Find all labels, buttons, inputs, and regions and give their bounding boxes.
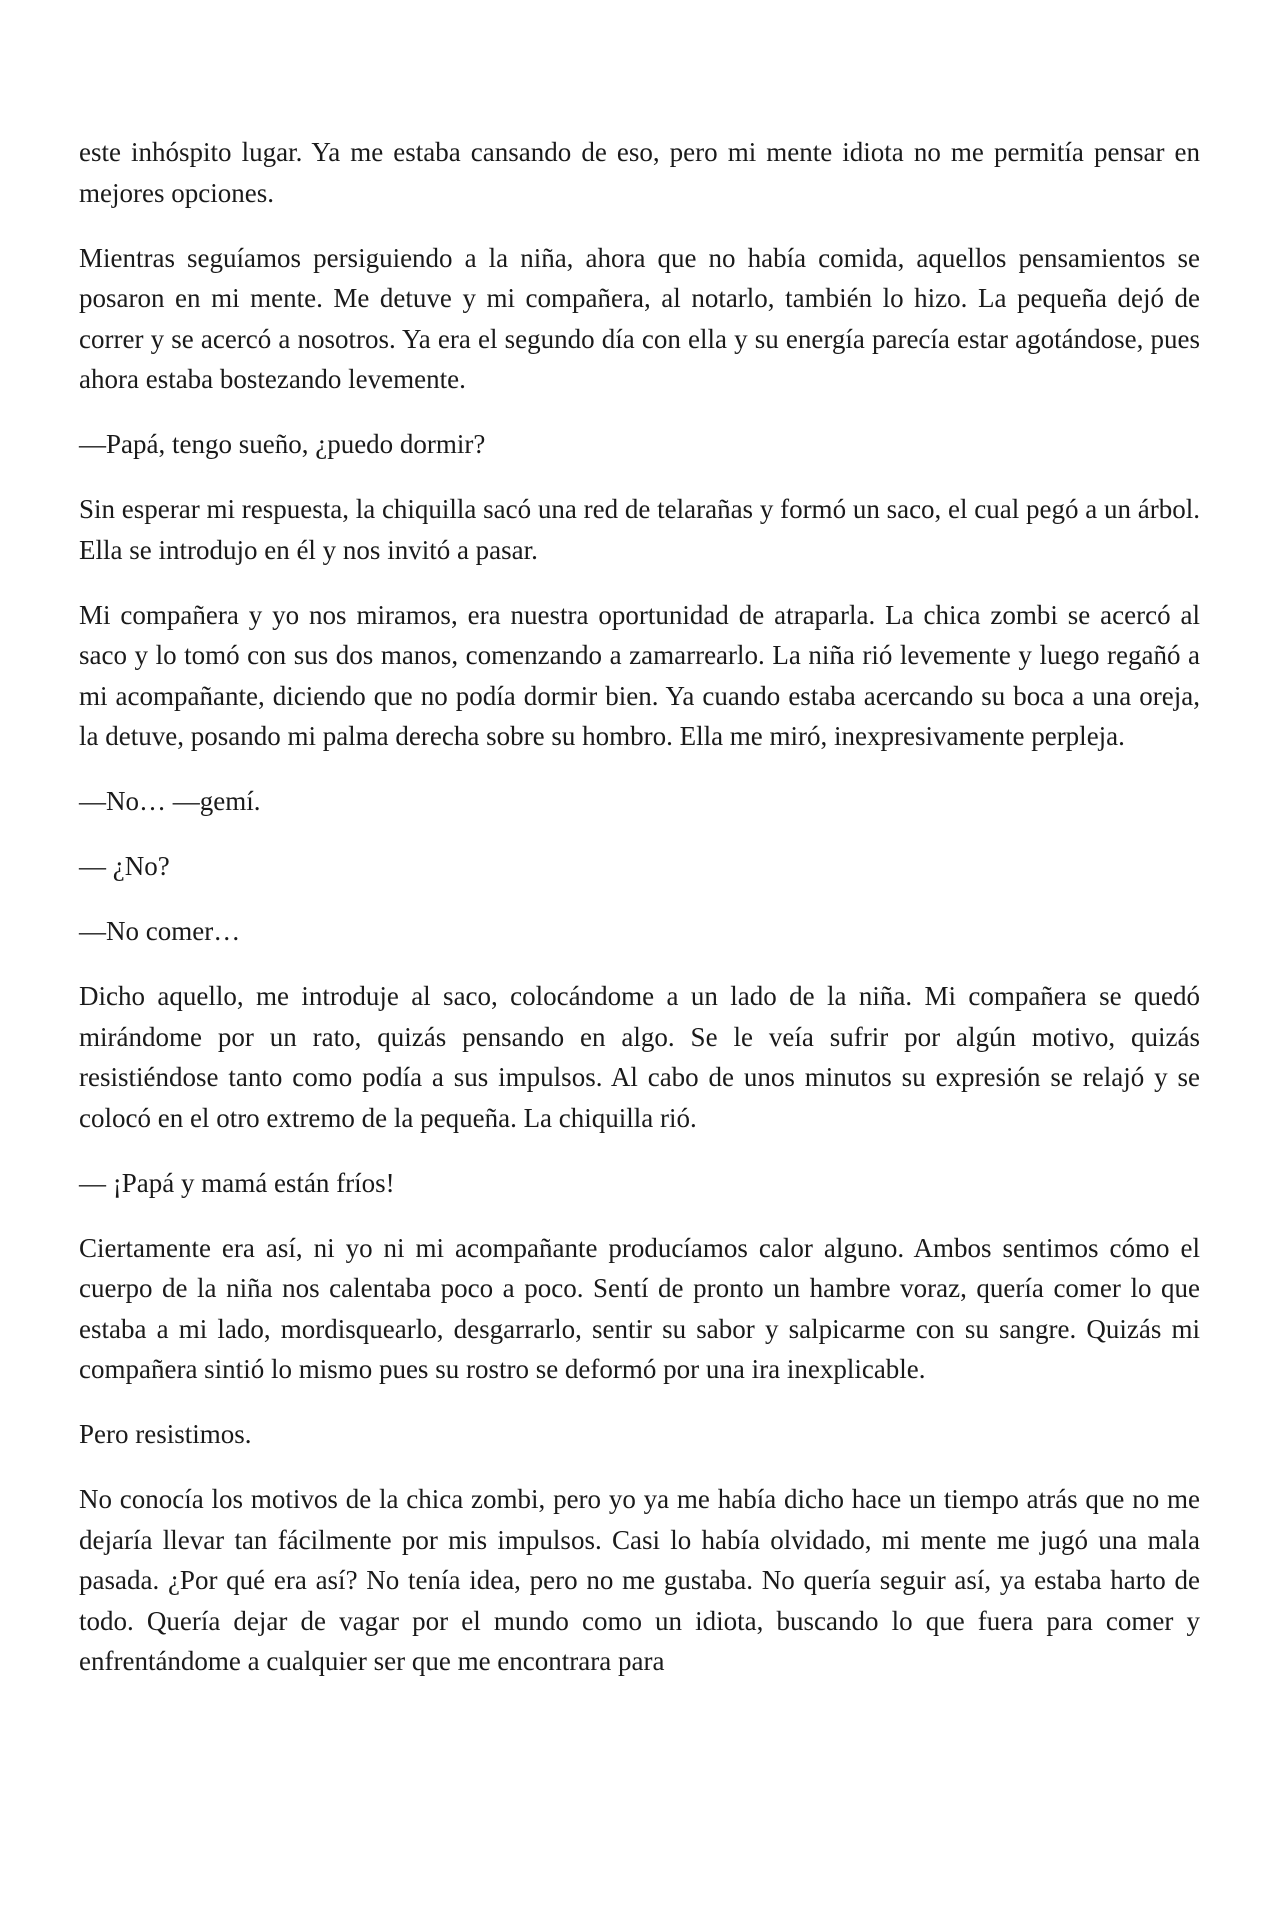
paragraph-10: — ¡Papá y mamá están fríos! — [79, 1167, 395, 1198]
paragraph-12: Pero resistimos. — [79, 1419, 252, 1449]
paragraph-7: — ¿No? — [79, 851, 170, 881]
paragraph-5: Mi compañera y yo nos miramos, era nuestra oportunidad de atraparla. La chica zombi se acercó al saco y lo tomó con sus dos manos, comenzando a zamarrearlo. La niña rió levemente y luego regañó a mi acompañante, diciendo que no podía dormir bien. Ya cuando estaba acercando su boca a una oreja, la detuve, posando mi palma derecha sobre su hombro. Ella me miró, inexpresivamente perpleja. — [79, 599, 1200, 751]
paragraph-11: Ciertamente era así, ni yo ni mi acompañante producíamos calor alguno. Ambos sentimos cómo el cuerpo de la niña nos calentaba poco a poco. Sentí de pronto un hambre voraz, quería comer lo que estaba a mi lado, mordisquearlo, desgarrarlo, sentir su sabor y salpicarme con su sangre. Quizás mi compañera sintió lo mismo pues su rostro se deformó por una ira inexplicable. — [79, 1232, 1200, 1384]
paragraph-1: este inhóspito lugar. Ya me estaba cansando de eso, pero mi mente idiota no me permitía pensar en mejores opciones. — [79, 137, 1200, 208]
paragraph-9: Dicho aquello, me introduje al saco, colocándome a un lado de la niña. Mi compañera se quedó mirándome por un rato, quizás pensando en algo. Se le veía sufrir por algún motivo, quizás resistiéndose tanto como podía a sus impulsos. Al cabo de unos minutos su expresión se relajó y se colocó en el otro extremo de la pequeña. La chiquilla rió. — [79, 981, 1200, 1133]
paragraph-2: Mientras seguíamos persiguiendo a la niña, ahora que no había comida, aquellos pensamientos se posaron en mi mente. Me detuve y mi compañera, al notarlo, también lo hizo. La pequeña dejó de correr y se acercó a nosotros. Ya era el segundo día con ella y su energía parecía estar agotándose, pues ahora estaba bostezando levemente. — [79, 242, 1200, 394]
paragraph-8: —No comer… — [79, 916, 241, 946]
paragraph-4: Sin esperar mi respuesta, la chiquilla sacó una red de telarañas y formó un saco, el cual pegó a un árbol. Ella se introdujo en él y nos invitó a pasar. — [79, 494, 1200, 565]
paragraph-3: —Papá, tengo sueño, ¿puedo dormir? — [79, 429, 486, 459]
paragraph-6: —No… —gemí. — [79, 786, 261, 816]
document-page — [79, 132, 1200, 1682]
paragraph-13: No conocía los motivos de la chica zombi, pero yo ya me había dicho hace un tiempo atrás que no me dejaría llevar tan fácilmente por mis impulsos. Casi lo había olvidado, mi mente me jugó una mala pasada. ¿Por qué era así? No tenía idea, pero no me gustaba. No quería seguir así, ya estaba harto de todo. Quería dejar de vagar por el mundo como un idiota, buscando lo que fuera para comer y enfrentándome a cualquier ser que me encontrara para — [79, 1484, 1200, 1676]
